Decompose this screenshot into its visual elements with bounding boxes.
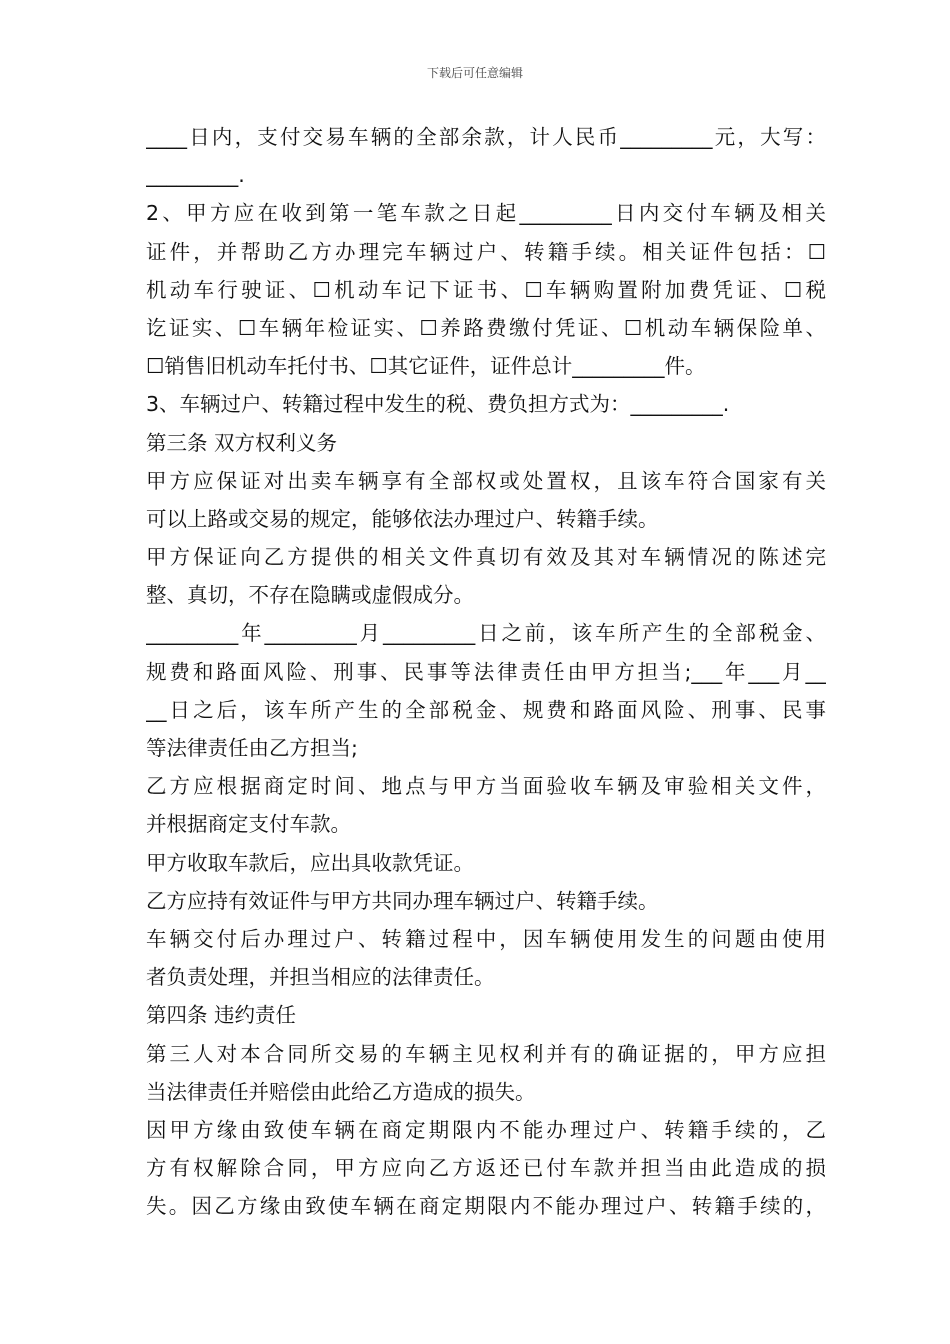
text-line: 第三人对本合同所交易的车辆主见权利并有的确证据的，甲方应担: [146, 1041, 826, 1066]
text-line: _________年_________月_________日之前，该车所产生的全部税金、: [146, 621, 826, 646]
document-body: [146, 118, 826, 1225]
text-line: 机动车行驶证、☐机动车记下证书、☐车辆购置附加费凭证、☐税: [146, 277, 826, 302]
text-line: 第三条 双方权利义务: [146, 430, 338, 455]
text-line: _________.: [146, 163, 245, 188]
text-line: 者负责处理，并担当相应的法律责任。: [146, 965, 495, 990]
text-line: 甲方收取车款后，应出具收款凭证。: [146, 850, 474, 875]
text-line: 规费和路面风险、刑事、民事等法律责任由甲方担当;___年___月__: [146, 659, 826, 684]
text-line: 3、车辆过户、转籍过程中发生的税、费负担方式为：_________.: [146, 392, 730, 417]
text-line: 乙方应持有效证件与甲方共同办理车辆过户、转籍手续。: [146, 888, 659, 913]
text-line: ____日内，支付交易车辆的全部余款，计人民币_________元，大写：: [146, 125, 826, 149]
text-line: 甲方应保证对出卖车辆享有全部权或处置权，且该车符合国家有关: [146, 468, 826, 493]
text-line: __日之后，该车所产生的全部税金、规费和路面风险、刑事、民事: [146, 697, 826, 722]
text-line: 可以上路或交易的规定，能够依法办理过户、转籍手续。: [146, 506, 659, 531]
text-line: 整、真切，不存在隐瞒或虚假成分。: [146, 583, 474, 608]
text-line: 第四条 违约责任: [146, 1003, 297, 1028]
text-line: 方有权解除合同，甲方应向乙方返还已付车款并担当由此造成的损: [146, 1156, 826, 1181]
text-line: ☐销售旧机动车托付书、☐其它证件，证件总计_________件。: [146, 354, 706, 379]
page-header: 下载后可任意编辑: [426, 66, 523, 80]
text-line: 等法律责任由乙方担当;: [146, 736, 358, 760]
text-line: 车辆交付后办理过户、转籍过程中，因车辆使用发生的问题由使用: [146, 926, 826, 951]
text-line: 讫证实、☐车辆年检证实、☐养路费缴付凭证、☐机动车辆保险单、: [146, 315, 826, 340]
text-line: 2、甲方应在收到第一笔车款之日起_________日内交付车辆及相关: [146, 201, 826, 226]
text-line: 甲方保证向乙方提供的相关文件真切有效及其对车辆情况的陈述完: [146, 545, 826, 570]
text-line: 因甲方缘由致使车辆在商定期限内不能办理过户、转籍手续的，乙: [146, 1117, 826, 1142]
text-line: 并根据商定支付车款。: [146, 812, 351, 837]
text-line: 乙方应根据商定时间、地点与甲方当面验收车辆及审验相关文件，: [146, 774, 826, 799]
text-line: 当法律责任并赔偿由此给乙方造成的损失。: [146, 1079, 536, 1104]
text-line: 失。因乙方缘由致使车辆在商定期限内不能办理过户、转籍手续的，: [146, 1194, 826, 1219]
text-line: 证件，并帮助乙方办理完车辆过户、转籍手续。相关证件包括：☐: [146, 239, 826, 264]
